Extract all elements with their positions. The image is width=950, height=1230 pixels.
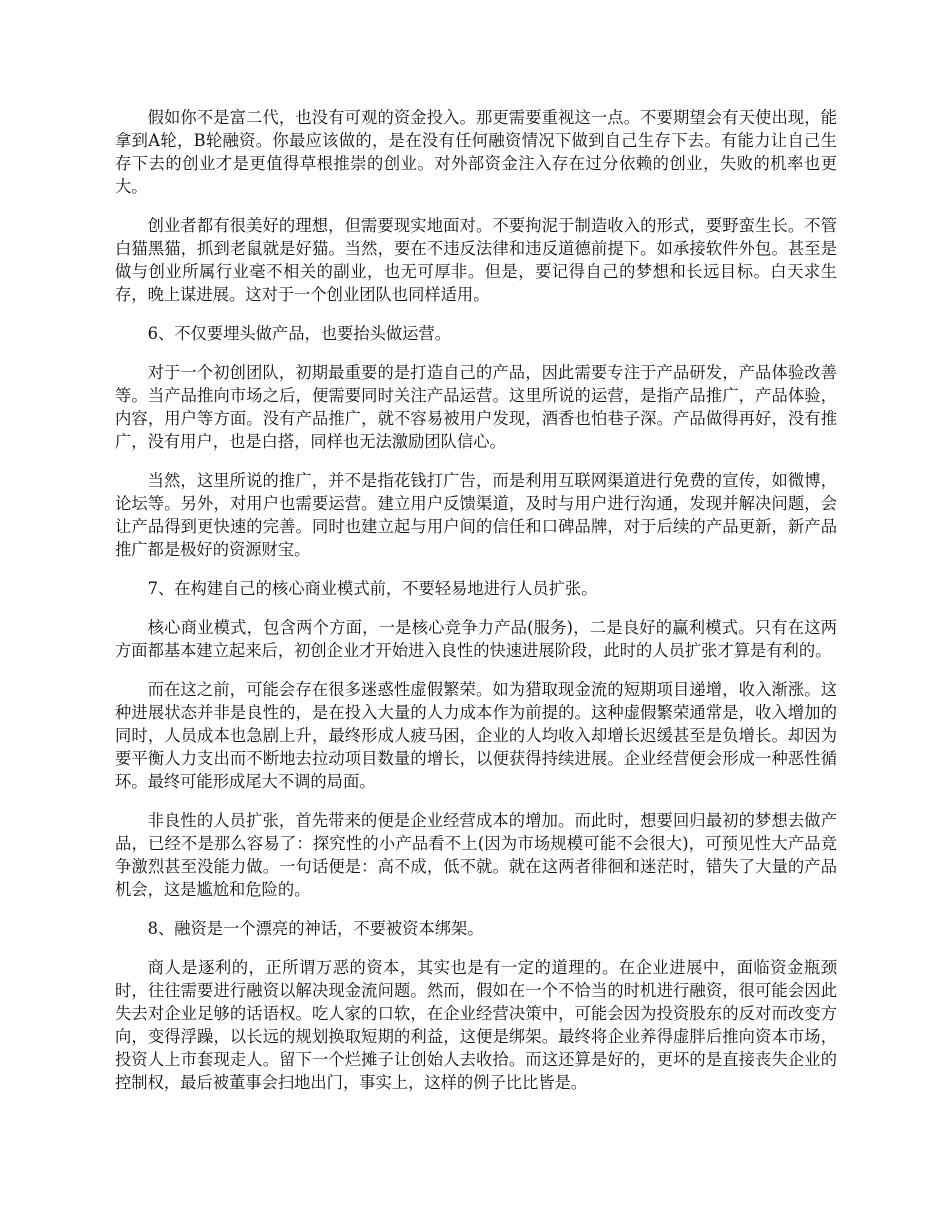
section-heading: 7、在构建自己的核心商业模式前，不要轻易地进行人员扩张。 [147,579,598,598]
paragraph: 创业者都有很美好的理想，但需要现实地面对。不要拘泥于制造收入的形式，要野蛮生长。不管白猫黑猫，抓到老鼠就是好猫。当然，要在不违反法律和违反道德前提下。如承接软件外包。甚至是做与创业所属行业毫不相关的副业，也无可厚非。但是，要记得自己的梦想和长远目标。白天求生存，晚上谋进展。这对于一个创业团队也同样适用。 [115,216,837,304]
section-heading: 6、不仅要埋头做产品，也要抬头做运营。 [147,324,452,343]
paragraph: 当然，这里所说的推广，并不是指花钱打广告，而是利用互联网渠道进行免费的宣传，如微博，论坛等。另外，对用户也需要运营。建立用户反馈渠道，及时与用户进行沟通，发现并解决问题，会让产品得到更快速的完善。同时也建立起与用户间的信任和口碑品牌，对于后续的产品更新，新产品推广都是极好的资源财宝。 [115,471,837,559]
paragraph: 核心商业模式，包含两个方面，一是核心竞争力产品(服务)，二是良好的赢利模式。只有在这两方面都基本建立起来后，初创企业才开始进入良性的快速进展阶段，此时的人员扩张才算是有利的。 [115,618,837,660]
paragraph: 对于一个初创团队，初期最重要的是打造自己的产品，因此需要专注于产品研发，产品体验改善等。当产品推向市场之后，便需要同时关注产品运营。这里所说的运营，是指产品推广，产品体验，内容，用户等方面。没有产品推广，就不容易被用户发现，酒香也怕巷子深。产品做得再好，没有推广，没有用户，也是白搭，同样也无法激励团队信心。 [115,363,837,451]
section-heading: 8、融资是一个漂亮的神话，不要被资本绑架。 [147,919,484,938]
paragraph: 非良性的人员扩张，首先带来的便是企业经营成本的增加。而此时，想要回归最初的梦想去做产品，已经不是那么容易了：探究性的小产品看不上(因为市场规模可能不会很大)，可预见性大产品竞争激烈甚至没能力做。一句话便是：高不成，低不就。就在这两者徘徊和迷茫时，错失了大量的产品机会，这是尴尬和危险的。 [115,811,837,899]
paragraph: 而在这之前，可能会存在很多迷惑性虚假繁荣。如为猎取现金流的短期项目递增，收入渐涨。这种进展状态并非是良性的，是在投入大量的人力成本作为前提的。这种虚假繁荣通常是，收入增加的同时，人员成本也急剧上升，最终形成人疲马困，企业的人均收入却增长迟缓甚至是负增长。却因为要平衡人力支出而不断地去拉动项目数量的增长，以便获得持续进展。企业经营便会形成一种恶性循环。最终可能形成尾大不调的局面。 [115,680,837,791]
paragraph: 商人是逐利的，正所谓万恶的资本，其实也是有一定的道理的。在企业进展中，面临资金瓶颈时，往往需要进行融资以解决现金流问题。然而，假如在一个不恰当的时机进行融资，很可能会因此失去对企业足够的话语权。吃人家的口软，在企业经营决策中，可能会因为投资股东的反对而改变方向，变得浮躁，以长远的规划换取短期的利益，这便是绑架。最终将企业养得虚胖后推向资本市场，投资人上市套现走人。留下一个烂摊子让创始人去收拾。而这还算是好的，更坏的是直接丧失企业的控制权，最后被董事会扫地出门，事实上，这样的例子比比皆是。 [115,958,837,1092]
document-body [115,106,837,1110]
paragraph: 假如你不是富二代，也没有可观的资金投入。那更需要重视这一点。不要期望会有天使出现，能拿到A轮，B轮融资。你最应该做的，是在没有任何融资情况下做到自己生存下去。有能力让自己生存下去的创业才是更值得草根推崇的创业。对外部资金注入存在过分依赖的创业，失败的机率也更大。 [115,108,837,196]
